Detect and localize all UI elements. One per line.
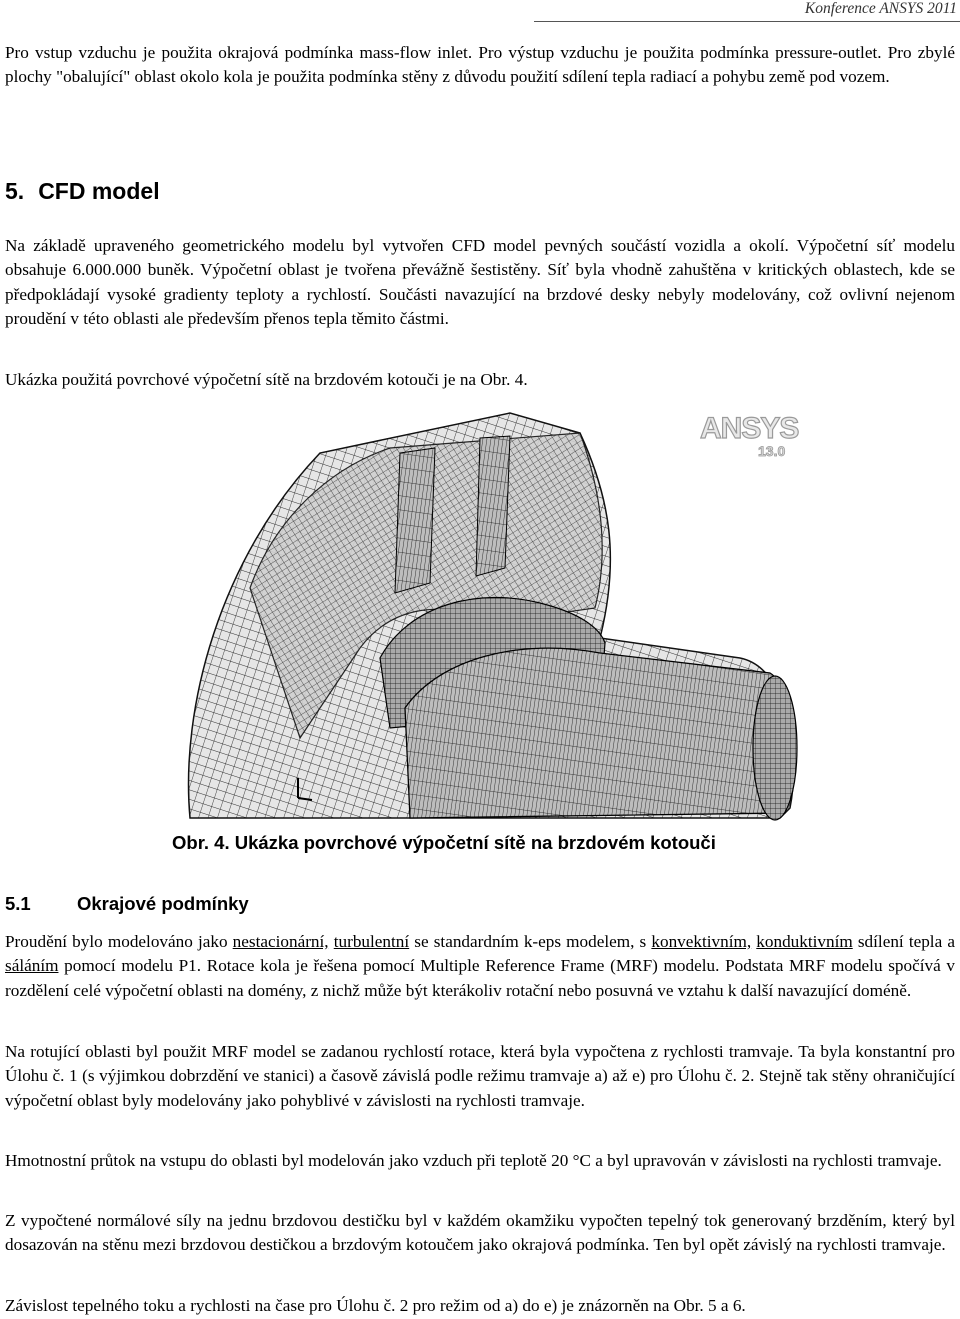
- boundary-paragraph-1: [5, 930, 955, 1003]
- underlined-term: sáláním: [5, 956, 59, 976]
- header-text: Konference ANSYS 2011: [804, 0, 957, 17]
- boundary-paragraph-4: Z vypočtené normálové síly na jednu brzdovou destičku byl v každém okamžiku vypočten tepelný tok generovaný brzděním, který byl dosazován na stěnu mezi brzdovou destičkou a brzdovým kotoučem jako okrajová podmínka. Ten byl opět závislý na rychlosti tramvaje.: [5, 1211, 955, 1255]
- text-run: sdílení tepla a: [852, 932, 955, 951]
- boundary-paragraph-2: Na rotující oblasti byl použit MRF model se zadanou rychlostí rotace, která byla vypočtena z rychlosti tramvaje. Ta byla konstantní pro Úlohu č. 1 (s výjimkou dobrzdění ve stanici) a časově závislá podle režimu tramvaje a) až e) pro Úlohu č. 2. Stejně tak stěny ohraničující výpočetní oblast byly modelovány jako pohyblivé v závislosti na rychlosti tramvaje.: [5, 1042, 955, 1110]
- mesh-illustration: [180, 408, 800, 826]
- subsection-number: 5.1: [5, 893, 31, 914]
- subsection-heading: [5, 893, 249, 915]
- brake-disc-mesh-figure: [180, 408, 800, 826]
- svg-text:13.0: 13.0: [758, 443, 786, 459]
- underlined-term: turbulentní: [333, 932, 410, 951]
- ansys-logo: [700, 412, 798, 459]
- boundary-paragraph-3: Hmotnostní průtok na vstupu do oblasti byl modelován jako vzduch při teplotě 20 °C a byl upravován v závislosti na rychlosti tramvaje.: [5, 1151, 942, 1170]
- text-run: Proudění bylo modelováno jako: [5, 932, 233, 951]
- underlined-term: konduktivním: [756, 932, 853, 951]
- svg-text:ANSYS: ANSYS: [700, 412, 799, 445]
- figure-caption: Obr. 4. Ukázka povrchové výpočetní sítě na brzdovém kotouči: [172, 832, 716, 853]
- cfd-paragraph: Na základě upraveného geometrického modelu byl vytvořen CFD model pevných součástí vozidla a okolí. Výpočetní síť modelu obsahuje 6.000.000 buněk. Výpočetní oblast je tvořena převážně šestistěny. Síť byla vhodně zahuštěna v kritických oblastech, kde se předpokládají vysoké gradienty teploty a rychlostí. Součásti navazující na brzdové desky nebyly modelovány, což ovlivní nejenom proudění v této oblasti ale především přenos tepla těmito částmi.: [5, 236, 955, 328]
- text-run: se standardním k-eps modelem, s: [409, 932, 652, 951]
- section-heading: [5, 178, 160, 205]
- text-run: pomocí modelu P1. Rotace kola je řešena pomocí Multiple Reference Frame (MRF) modelu. Podstata MRF modelu spočívá v rozdělení celé výpočetní oblasti na domény, z nichž může být kterákoliv rotační nebo posuvná ve vztahu k další navazující doméně.: [5, 956, 955, 1000]
- boundary-paragraph-5: Závislost tepelného toku a rychlosti na čase pro Úlohu č. 2 pro režim od a) do e) je znázorněn na Obr. 5 a 6.: [5, 1296, 746, 1315]
- section-title: CFD model: [38, 178, 160, 204]
- figure-reference-paragraph: Ukázka použitá povrchové výpočetní sítě na brzdovém kotouči je na Obr. 4.: [5, 370, 528, 389]
- underlined-term: konvektivním,: [651, 932, 752, 951]
- page-header: [0, 0, 960, 22]
- underlined-term: nestacionární,: [232, 932, 329, 951]
- subsection-title: Okrajové podmínky: [77, 893, 249, 914]
- section-number: 5.: [5, 178, 25, 204]
- intro-paragraph: Pro vstup vzduchu je použita okrajová podmínka mass-flow inlet. Pro výstup vzduchu je použita podmínka pressure-outlet. Pro zbylé plochy "obalující" oblast okolo kola je použita podmínka stěny z důvodu použití sdílení tepla radiací a pohybu země pod vozem.: [5, 43, 955, 87]
- header-rule: [534, 21, 960, 22]
